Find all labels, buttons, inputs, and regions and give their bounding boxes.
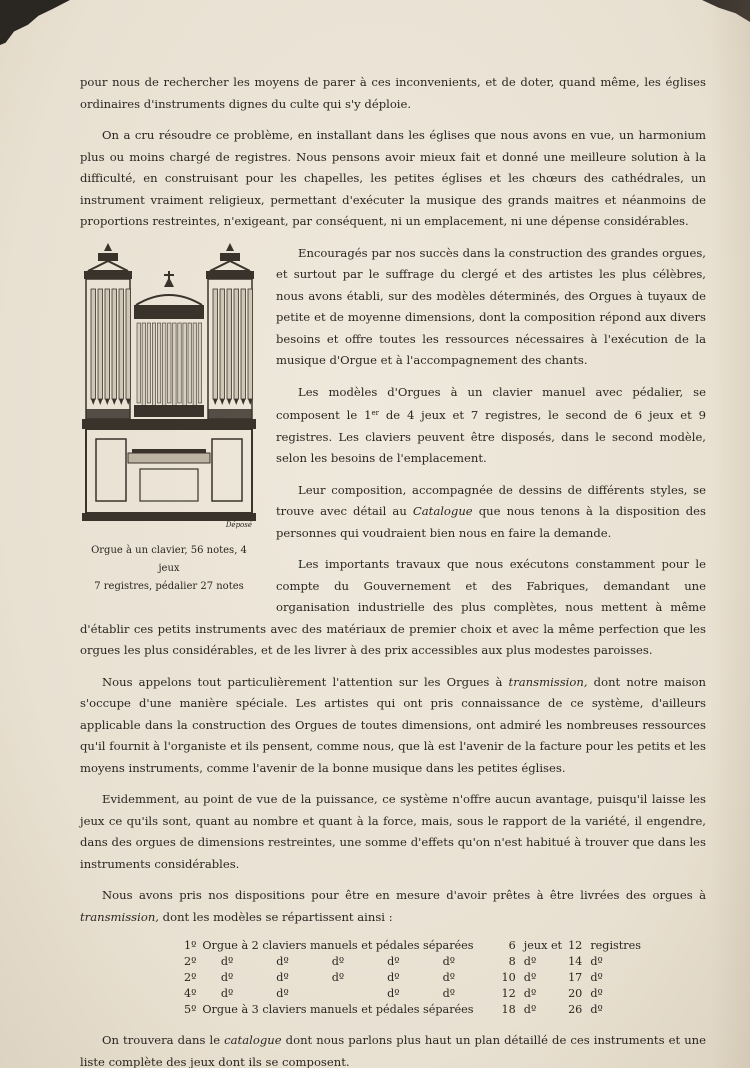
ditto-mark: dº [220, 987, 234, 1000]
figure-section [80, 243, 706, 1068]
organ-illustration [80, 243, 258, 597]
paragraph-4-p4_b: de 4 jeux et 7 registres, le second de 6 jeux et 9 registres. Les claviers peuvent être disposés, dans le second modèle, selon les besoins de l'emplacement. [276, 408, 706, 465]
model-j-lbl: dº [523, 987, 537, 1000]
paragraph-8 [80, 789, 706, 875]
model-j-lbl: dº [523, 971, 537, 984]
paragraph-1: pour nous de rechercher les moyens de parer à ces inconvenients, et de doter, quand même, les églises ordinaires d'instruments dignes du culte qui s'y déploie. [80, 75, 706, 111]
model-r-lbl: dº [590, 955, 603, 968]
model-row [184, 938, 647, 954]
paragraph-10-p10_b: dont nous parlons plus haut un plan détaillé de ces instruments et une liste complète des jeux dont ils se composent. [80, 1033, 707, 1068]
paragraph-10 [80, 1030, 706, 1068]
model-jeux: 18 [501, 1003, 516, 1016]
ditto-mark: dº [331, 955, 345, 968]
figure-caption-line1: Orgue à un clavier, 56 notes, 4 jeux [91, 545, 247, 574]
figure-caption-line2: 7 registres, pédalier 27 notes [94, 581, 244, 592]
model-jeux: 8 [508, 955, 516, 968]
paragraph-9 [80, 885, 706, 928]
model-reg: 14 [568, 955, 583, 968]
paragraph-10-p10_em: catalogue [224, 1033, 282, 1047]
model-j-lbl: jeux et [523, 939, 563, 952]
document-body [80, 72, 706, 1068]
model-description: Orgue à 3 claviers manuels et pédales séparées [202, 1003, 474, 1016]
paper-stain [710, 0, 750, 1068]
model-number: 5º [184, 1003, 197, 1016]
model-reg: 20 [568, 987, 583, 1000]
paragraph-7-p7_a: Nous appelons tout particulièrement l'attention sur les Orgues à [102, 674, 509, 689]
paragraph-7-p7_em: transmission, [508, 674, 588, 689]
paragraph-9-p9_em: transmission, [80, 909, 159, 924]
artist-signature: Déposé [225, 520, 252, 529]
model-jeux: 12 [501, 987, 516, 1000]
model-r-lbl: dº [590, 971, 603, 984]
model-number: 4º [184, 987, 197, 1000]
model-r-lbl: dº [590, 1003, 603, 1016]
models-table [184, 938, 647, 1018]
model-number: 2º [184, 955, 197, 968]
ditto-mark: dº [220, 955, 234, 968]
ditto-mark: dº [276, 955, 289, 968]
paragraph-6-p6: Les importants travaux que nous exécutons constamment pour le compte du Gouvernement et des Fabriques, demandant une organisation industrielle des plus complètes, nous mettent à même d'établir ces petits instruments avec des matériaux de premier choix et avec la même perfection que les orgues les plus considérables, et de les livrer à des prix accessibles aux plus modestes paroisses. [80, 557, 706, 657]
ditto-mark: dº [387, 987, 400, 1000]
model-r-lbl: registres [590, 939, 641, 952]
model-row [184, 954, 647, 970]
paragraph-9-p9_a: Nous avons pris nos dispositions pour être en mesure d'avoir prêtes à être livrées des orgues à [102, 888, 706, 902]
organ-drawing [80, 243, 258, 525]
paragraph-3: Encouragés par nos succès dans la construction des grandes orgues, et surtout par le suffrage du clergé et des artistes les plus célèbres, nous avons établi, sur des modèles déterminés, des Orgues à tuyaux de petite et de moyenne dimensions, dont la composition répond aux divers besoins et offre toutes les ressources nécessaires à l'exécution de la musique d'Orgue et à l'accompagnement des chants. [276, 245, 706, 367]
model-description: Orgue à 2 claviers manuels et pédales séparées [202, 939, 474, 952]
ditto-mark: dº [387, 955, 400, 968]
paragraph-8-p8: Evidemment, au point de vue de la puissance, ce système n'offre aucun avantage, puisqu'il laisse les jeux ce qu'ils sont, quant au nombre et quant à la force, mais, sous le rapport de la variété, il engendre, dans des orgues de dimensions restreintes, une somme d'effets qu'on n'est habitué à trouver que dans les instruments considérables. [80, 792, 706, 871]
model-r-lbl: dº [590, 987, 603, 1000]
ditto-mark: dº [276, 987, 289, 1000]
paragraph-5-p5_em: Catalogue [412, 504, 473, 518]
paragraph-5-p5_a: Leur composition, accompagnée de dessins de différents styles, se trouve avec détail au [276, 482, 706, 518]
ditto-mark: dº [442, 971, 456, 984]
model-jeux: 6 [508, 939, 516, 952]
paragraph-5-p5_b: que nous tenons à la disposition des personnes qui voudraient bien nous en faire la demande. [276, 504, 706, 540]
ditto-mark: dº [442, 955, 456, 968]
model-reg: 26 [568, 1003, 583, 1016]
ditto-mark [313, 986, 368, 1002]
torn-corner [0, 0, 70, 45]
ditto-mark: dº [387, 971, 400, 984]
ditto-mark: dº [331, 971, 345, 984]
models-list [80, 938, 706, 1018]
model-row [184, 1002, 647, 1018]
model-number: 2º [184, 971, 197, 984]
paragraph-9-p9_b: dont les modèles se répartissent ainsi : [158, 909, 393, 924]
model-row [184, 970, 647, 986]
paragraph-7 [80, 672, 706, 780]
paragraph-2: On a cru résoudre ce problème, en installant dans les églises que nous avons en vue, un harmonium plus ou moins chargé de registres. Nous pensons avoir mieux fait et donné une meilleure solution à la difficulté, en construisant pour les chapelles, les petites églises et les chœurs des cathédrales, un instrument vraiment religieux, permettant d'exécuter la musique des grands maitres et néanmoins de proportions restreintes, n'exigeant, par conséquent, ni un emplacement, ni une dépense considérables. [80, 128, 706, 228]
model-jeux: 10 [501, 971, 516, 984]
paragraph-10-p10_a: On trouvera dans le [102, 1033, 225, 1047]
model-j-lbl: dº [523, 955, 537, 968]
paragraph-4-p4_sup: er [371, 409, 379, 417]
ditto-mark: dº [220, 971, 234, 984]
model-j-lbl: dº [523, 1003, 537, 1016]
paragraph-4-p4_a: Les modèles d'Orgues à un clavier manuel avec pédalier, se composent le 1 [276, 384, 706, 422]
ditto-mark: dº [276, 971, 289, 984]
ditto-mark: dº [442, 987, 456, 1000]
model-number: 1º [184, 939, 197, 952]
model-reg: 12 [568, 939, 583, 952]
paragraph-7-p7_b: dont notre maison s'occupe d'une manière spéciale. Les artistes qui ont pris connaissance de ce système, d'ailleurs applicable dans la construction des Orgues de toutes dimensions, ont admiré les nombreuses ressources qu'il fournit à l'organiste et ils pensent, comme nous, que là est l'avenir de la facture pour les petits et les moyens instruments, comme l'avenir de la bonne musique dans les petites églises. [80, 674, 706, 775]
model-reg: 17 [568, 971, 583, 984]
model-row [184, 986, 647, 1002]
